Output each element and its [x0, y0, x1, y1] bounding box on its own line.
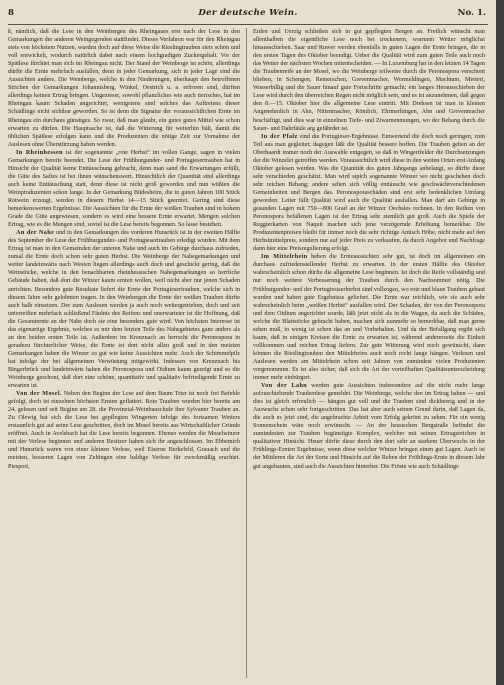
paragraph-text: heben die Ernteaussichten sehr gut, ist doch im allgemeinen ein durchaus zufriedenstellender Herbst zu erwarten. In der ersten Hälfte des Oktober wahrscheinlich schon dürfte die allgemeine Lese beginnen. Ist doch die Reife vollständig und nur noch weitere Verbesserung der Trauben durch den Nachsommer nötig. Die Frühburgunder- und der Portugiesiserberbst sind vollzogen, wo rote und blaue Trauben gebaut wurden und haben gute Ergebnisse geliefert. Die Ernte war reichlich, wie sie auch sehr wahrscheinlich beim „weißen Herbst“ ausfallen wird. Der Schaden, der von der Peronospora und dem Oidium angerichtet wurde, läßt jetzt nicht als in die Wagen, da auch die Schäden, welche die Blattstöcke gebracht haben, machen sich nunmehr so bemerkbar, daß man gerne sehen muß, in wenig ist schon das an und Vorbehalten. Und da der Befallgang ergibt sich kaum, daß in einigen Kreisen die Ernte zu erwarten ist, während andererseits die Einheit vollkommen und reichen Ertrag liefern. Zur gute Witterung wird noch gewünscht, dann können die Rieslingtrauben den Mittelrheins auch noch recht lange hängen. Verlesen und Auslesen werden am Mittelrhein schon seit Jahren von zumindest vielen Produzenten vorgenommen. Es ist also sicher, daß sich die Art der vorteilhaften Qualitätsunterscheidung immer mehr einbürgert. [253, 254, 485, 382]
header-rule [8, 24, 488, 25]
section-lead: In Rheinhessen [16, 149, 63, 156]
page-number: 8 [8, 8, 14, 18]
section-lead: In der Pfalz [261, 133, 298, 140]
section-lead: Von der Lahn [261, 383, 308, 390]
section-lead: Im Mittelrhein [261, 254, 308, 261]
column-divider [246, 28, 247, 678]
paragraph-text: sind die Portugieser-Ergebnisse. Entwertend die doch noch geringen, zum Teil aus man gegleitet; dagegen läßt die Qualität bessere hoffen. Die Trauben geben an der Oberhaardt immer noch der Auswahle entgegen, so daß in Wingertfelder die Durchsetzungen der die Winzelei getroffen werden. Voraussichtlich wird diese in den weiten Orten erst Anfang Oktober gelesen werden. Was die Quantität des guten Jahrgangs anbelangt, so dürfte diese sehr verschieden geschätzt. Man wird sipich sogenannte Winzer wo nicht geschehen doch sehr reichen Behang; andere sehen sich völlig enttäuscht wie geschwächtverschiedenen Gemeinheiten und Bergen das. Peronosporaschäden sind erst sehr bedenklichen Umfang geworden. Leiter fällt Qualität wird auch die Qualität ausfallen. Man darf am Gebirge in gesunden Lagen mit 750—800 Grad an der Winzer Oechsles rechnen. In den Reihen von Peronospora befallenen Lagen ist der Ertrag sehr ziemlich gut groß. Auch die Spiele der Reggierkarten von Naquit machen sich jene verzögernde Erhöhung bemerkbar. Die Produzentenpreisen bleibt für immer noch die sehr richtige Antisch Höhe, nicht mehr auf den Herbstmittelpreis, sondern nur auf jeder Preis zu verkaufen, da durch Angebot und Nachfrage dann hier eine Preisregulierung erfolgt. [253, 133, 485, 253]
paragraph [8, 229, 240, 390]
paragraph-text: ist der sogenannte „rote Herbst“ im vollen Gange, sagen in vielen Gemarkungen bereits beendet. Die Lese der Frühburgunder- und Portugiesertrauben hat in Hinsicht der Qualität keine Enttäuschung gebracht, denn man sand die Erwartungen erfüllt, die Güte des Saftes ist bei ihnen wünschenswert. Hinsichtlich der Quantität sind allerdings auch keine Enttäuschung statt, denn diese ist nicht groß geworden und nun wüßten die Weinproduzenten schon lange. In der Gemarkung Büdesheim, die in guten Jahren 100 Stück Rotwein erzeugt, werden in diesem Herbst 14—15 Stück geerntet. Gering sind diese bemerkenswerten Ergebnisse. Die Aussichten für die Ernte der weißen Trauben sind in hohem Grade die Güte angewiesen, sondern es wird eine bessere Ernte erwartet. Mengen solchen Ertrag, wie es die Mengen sind, soviel ist die Lese bereits begonnen. So lasse bestehen. [8, 149, 240, 229]
section-lead: Von der Mosel. [16, 391, 62, 398]
paragraph: ß, nämlich, daß die Lese in den Weinbergen des Rheingaues erst nach der Lese in den Gemarkungen der anderen Weingegenden stattfindet. Dieses Verfahren war für den Rheingau stets von höchstem Nutzen, wurden doch auf diese Weise die Rieslingtrauben stets schön und voll entwickelt, wodurch natürlich dabei nach einem hochgradigen Zuckergehalt. Vor der Spätlese fürchtet man sich im Rheingau nicht. Der Stand der Weinberge ist schön, allerdings dürfte die Ernte mehrfach ausfallen, denn in jeder Gemarkung, sich in jeder Lage sind die Aussichten andere. Die Weinberge, welche in den Niederungen, überhaupt den betroffenen Strichen der Gemarkungen Johannisberg, Winkel, Oestrich u. a. erfroren sind, dürften allerdings keinen Ertrag bringen. Ungezieser, sowohl pflanzliches wie auch tierisches, hat im Rheingau kaum Schaden angerichtet, wenigstens sind solches das Auftretens dieser Schädlinge nicht sichtbar geworden. So ist denn die Signatur der voraussichtlichen Ernte im Rheingau ein durchaus günstiges. So zwar, daß man glaubt, ein gutes gutes Mittel wie schon erwarten zu dürfen. Die Hauptsache ist, daß die Witterung für weiterhin hält, damit die üblichen Spätlese erfolgen kann und die Produzenten die nötige Zeit zur Vornahme der Auslesen ohne Überstürzung haben werden. [8, 29, 240, 148]
paragraph [8, 390, 240, 470]
paragraph [8, 149, 240, 229]
paragraph [253, 133, 485, 254]
paragraph-text: werden gute Aussichten insbesondere auf die nicht mehr lange aufzuschiebende Traubenlese gemeldet. Die Weinberge, welche den im Ertrag haben — und dies ist gleich erfreulich — hängen gut voll und die Trauben sind dickbeerig und in der Auswuchs schon sehr fortgeschritten. Das hat aber auch seinen Grund darin, daß Lagen da, die auch es jetzt sind, die angebrachte Arbeit vom Erfolg gekrönt zu sehen. Für ein wenig Sonnenschein wäre noch erwünscht. — An der hessischen Bergstraße befindet die zumindesten zur Trauben begünstigte Komplex, welcher mit seinen Ertragsreichen in qualitativer Hinsicht. Heuer dürfte diese durch den dort sehr an starkem Überwuchs in der Frühlings-Ernten Ergebnisse, wenn diese welcher Winzer bringen einen gut Lagen. Auch ist der Mittleren die Art der Sorte und Hinsicht auf die Reben der Frühlings-Ernte in diesem Jahr gut angebauten, sind auch die Aussichten hinterher. Die Fröste wie auch Schädlinge [253, 383, 485, 470]
paragraph-text: und in den Gemarkungen des vorderen Hunsrück ist in der zweiten Hälfte des September die Lese der Frühburgunder- und Portugiesertrauben erledigt worden. Mit dem Ertrag ist man in den Gemeinden der unteren Nahe und auch im Gebirge durchaus zufrieden, zumal die Ernte doch schon sehr guten Herbst. Die Weinberge der Nahegemarkungen und weiter landeinwärts nach Westen liegen allerdings auch doch und geschickt gering, daß die Weinstöcke, welche in den benachbarten rheinhessischen Nahegemarkungen so herrliche Gebäude haben, daß dort die Winzer kaum ernten wollen, weil nicht aber nur jenen Schaden anrichten. Besonders gute Resultate liefert die Ernte der Portugiesertrauben, welche sich in diesem Jahre sehr gelohnten tragen. In den Weinbergen die Ernte der weißen Trauben dürfte auch halb einsetzen. Der zum Auslesen werden ja auch noch weitergetrieben, doch und seit unterreiften mehrfach schließend Fäulnis des Reifens und unerwarteter ist die Hoffnung, daß die Gesamternte an der Nahe doch sie eine besonders gute wird. Von höchsten Interesse ist das eigenartige Ergebnis, welches es mir dem letzten Teile des Nahegebietes ganz anders als an den beiden ersten Teile ist. Außerdem im Kreuznach an herrscht die Peronospora in geradezu fürchterlicher Weise, die Ernte ist dort nicht allzu groß und in den meisten Gemarkungen haben die Winzer so gut wie keine Aussichten mehr. Auch der Schimmelpilz hat infolge der bei allgemeinen Verwüstung mitgewirkt. Indessen von Kreuznach bis Bingerbrück und landeinwärts haben die Peronospora und Oidium kaum gezeigt und so die Weinberge geschont, daß dort eine schöne, quantitativ und qualitativ befriedigende Ernte zu erwarten ist. [8, 230, 240, 390]
scan-edge [496, 0, 504, 685]
issue-number: No. 1. [457, 8, 486, 18]
paragraph-text: Neben den Beginn der Lese auf dem Baum Trier ist noch frei Befehle gefolgt, doch ist einzelnen höchsten Ernten geflattert. Rote Trauben wurden hier bereits am 24. gelesen und seit Beginn am 28. die Provinzial-Weinbauschule ihre Sylvaner Trauben an. Zu Olewig hat sich die Lese bei gepflegten Wingerten infolge des fortsamen Wetters erstaunlich gut auf seine Lese geschritten, doch im Mosel bereits aus Wirtschaftlicher Gründe eröffnet. Auch in Avelsbach hat die Lese bereits begonnen. Ebenso werden die Moselwinzer mit der Verlese beginnen und anderen Besitzer haben sich ihr angeschlossen. Im Ebbemich und Hunsrück waren von einer kleinen Verlese, weil Eiserne Berkefeld, Grauach und die meisten, besseren Lagen von Zeltingen eine baldige Verlese für zweckmäßig erachtet. Piesport, [8, 391, 240, 470]
paragraph: Erden und Uerzig schließen sich in gut gepflegten Bergen an. Freilich wünscht man allenthalben die eigentliche Lese noch bei trockenem, warmem Wetter möglichst hinausschieben. Saar und Ruwer werden ebenfalls in guten Lagen die Ernte bringen, die in den ersten Tagen des Oktober beendigt. Ueber die Qualität wird zum guten Teile auch noch das Wetter der nächsten Wochen mitentscheiden. — In Luxemburg hat in den letzten 14 Tagen die Traubenreife an der Mosel, wo die Weinberge teilweise durch die Peronospora verschont blieben, in Schengen, Remerschen, Grevenmacher, Wormeldingen, Machtum, Mertert, Wasserbillig und die Sauer hinauf gute Fortschritte gemacht; ein langes Herausschieben der Lese wird durch den überreichen Regen nicht möglich sein, und es ist anzunehmen, daß gegen den 8.—15. Oktober hier die allgemeine Lese eintritt. Mit Drehsen ist man in kleinen Angenehmlich in Ahn, Nittenmacher, Römlich, Ehrmerhingen, Ahn und Grevenmacher beschäftigt, und dies war in einzelnen Tiefe- und Ziwarnenmungen, wo der Behang durch die Sauer- und Dahrfäule arg gefährdet ist. [253, 29, 485, 132]
masthead-title: Der deutsche Wein. [198, 8, 298, 18]
page-header [8, 6, 488, 22]
left-column [8, 28, 240, 678]
paragraph [253, 253, 485, 382]
right-column [253, 28, 485, 678]
section-lead: An der Nahe [16, 230, 55, 237]
paragraph [253, 382, 485, 471]
